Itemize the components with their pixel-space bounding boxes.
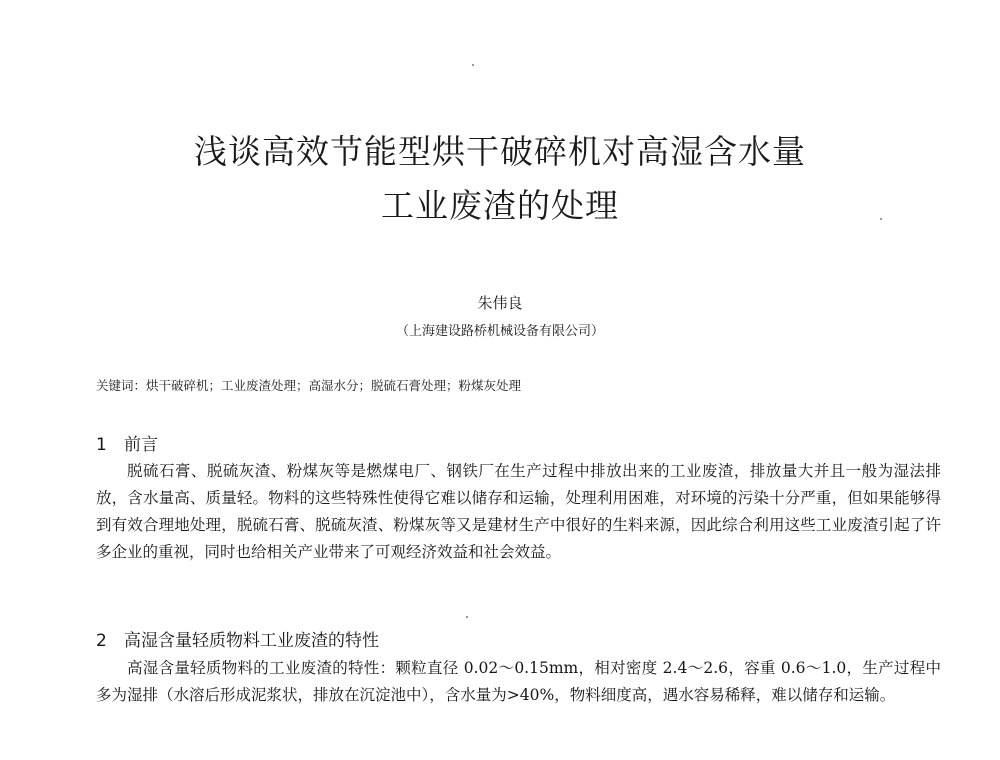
scan-speck (472, 64, 474, 66)
section-heading (96, 626, 379, 651)
author-affiliation: （上海建设路桥机械设备有限公司） (395, 324, 604, 339)
keywords-label: 关键词： (96, 378, 147, 393)
section-paragraph: 脱硫石膏、脱硫灰渣、粉煤灰等是燃煤电厂、钢铁厂在生产过程中排放出来的工业废渣，排放量大并且一般为湿法排放，含水量高、质量轻。物料的这些特殊性使得它难以储存和运输，处理利用困难，对环境的污染十分严重，但如果能够得到有效合理地处理，脱硫石膏、脱硫灰渣、粉煤灰等又是建材生产中很好的生料来源，因此综合利用这些工业废渣引起了许多企业的重视，同时也给相关产业带来了可观经济效益和社会效益。 (96, 462, 941, 561)
keywords-line (96, 376, 521, 394)
paper-title-line-1: 浅谈高效节能型烘干破碎机对高湿含水量 (194, 132, 806, 171)
section-number: 1 (96, 435, 107, 455)
author-name: 朱伟良 (477, 294, 523, 312)
keywords-text: 烘干破碎机；工业废渣处理；高湿水分；脱硫石膏处理；粉煤灰处理 (146, 378, 522, 393)
section-number: 2 (96, 631, 107, 651)
scan-speck (466, 616, 468, 618)
section-paragraph: 高湿含量轻质物料的工业废渣的特性：颗粒直径 0.02～0.15mm，相对密度 2.4～2.6，容重 0.6～1.0，生产过程中多为湿排（水溶后形成泥浆状，排放在沉淀池中），含水量为>40%，物料细度高，遇水容易稀释，难以储存和运输。 (96, 659, 941, 704)
section-heading (96, 430, 158, 455)
section-title: 高湿含量轻质物料工业废渣的特性 (124, 631, 379, 651)
section-title: 前言 (124, 435, 158, 455)
paper-title-line-2: 工业废渣的处理 (381, 186, 619, 225)
